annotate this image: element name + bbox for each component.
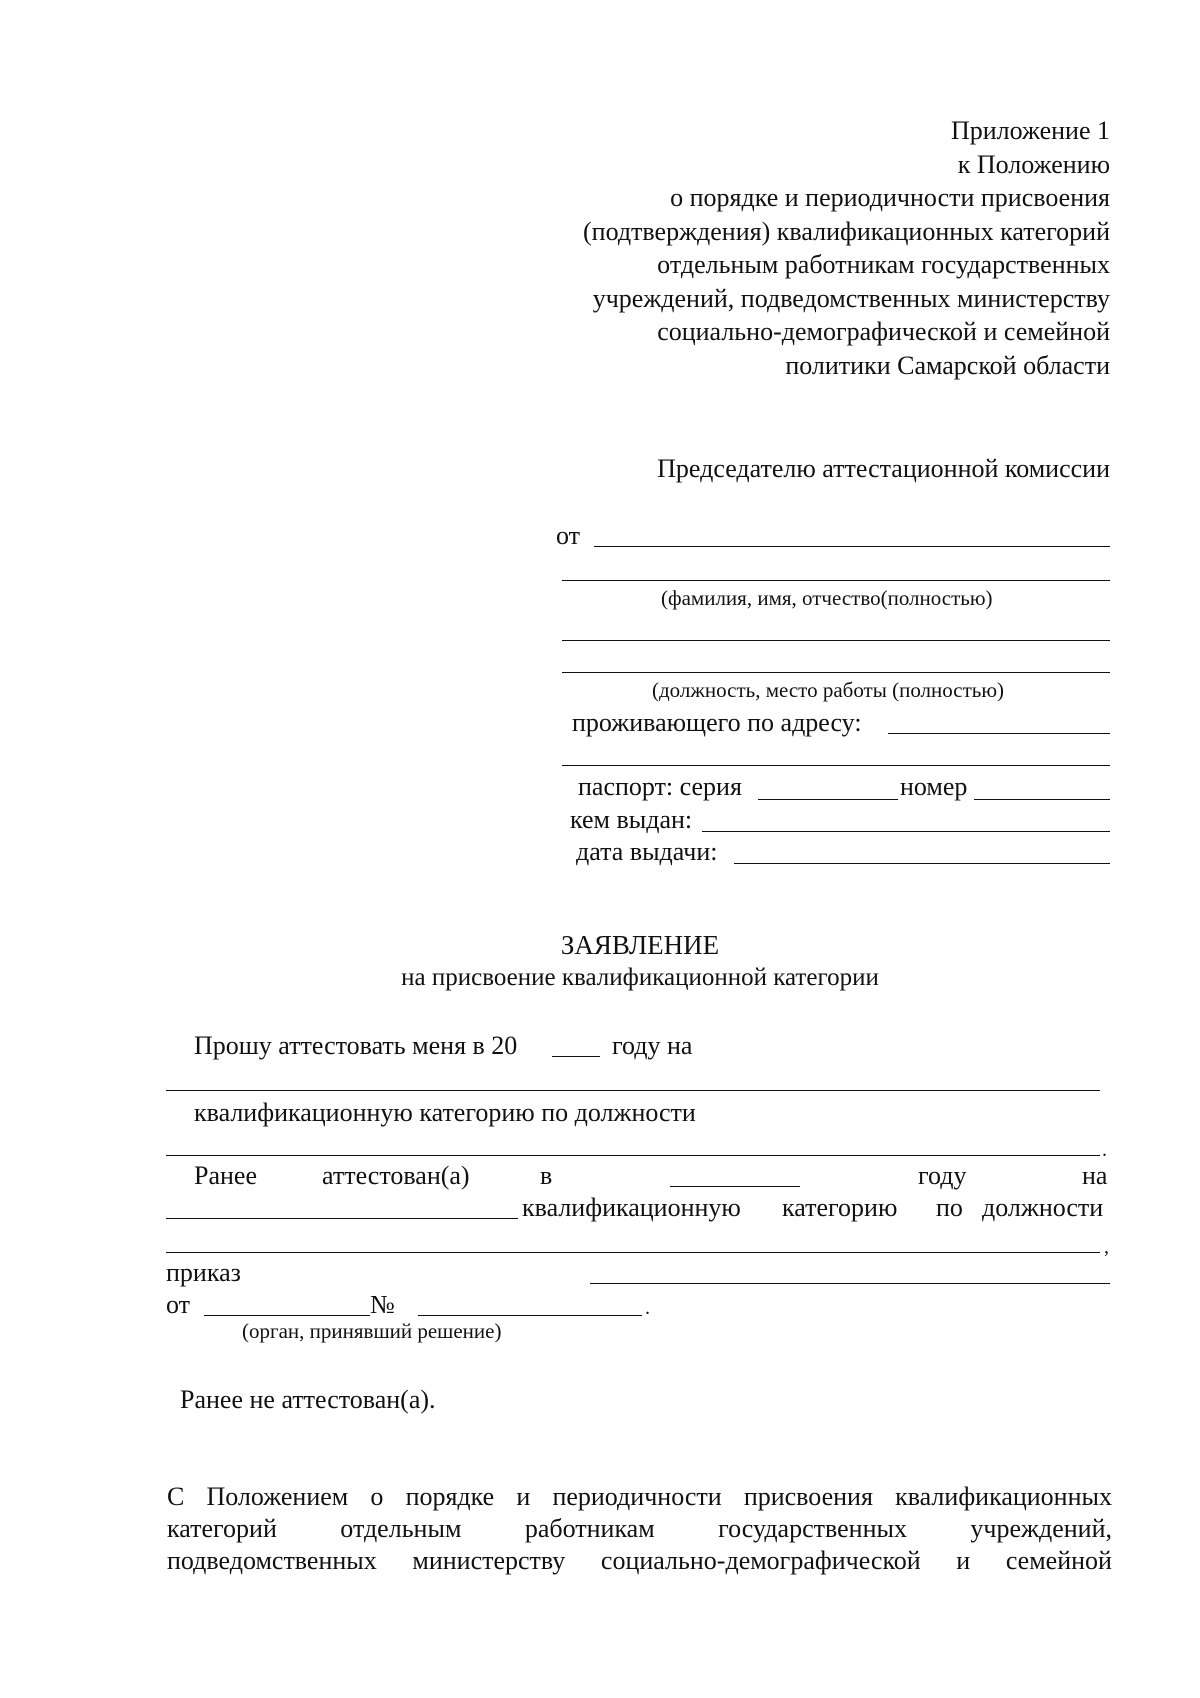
header-line: (подтверждения) квалификационных категорий xyxy=(583,216,1110,246)
position-field-line-1[interactable] xyxy=(562,640,1110,641)
issue-date-field[interactable] xyxy=(734,863,1110,864)
category-word-1: квалификационную xyxy=(522,1193,741,1222)
request-line-start: Прошу аттестовать меня в 20 xyxy=(194,1031,518,1060)
earlier-word-4: году xyxy=(918,1161,967,1190)
word: присвоения xyxy=(743,1482,873,1511)
fio-field-line-1[interactable] xyxy=(594,546,1110,547)
number-sign: № xyxy=(370,1290,395,1319)
earlier-position-field[interactable] xyxy=(166,1252,1100,1253)
category-word-4: должности xyxy=(982,1193,1104,1222)
organ-caption: (орган, принявший решение) xyxy=(242,1319,502,1343)
earlier-word-1: Ранее xyxy=(194,1161,257,1190)
address-field-line-2[interactable] xyxy=(562,765,1110,766)
order-date-field[interactable] xyxy=(204,1315,370,1316)
word: квалификационных xyxy=(895,1482,1112,1511)
position-field-line[interactable] xyxy=(166,1155,1100,1156)
request-line-end: году на xyxy=(612,1031,693,1060)
address-field-line-1[interactable] xyxy=(888,733,1110,734)
fio-field-line-2[interactable] xyxy=(562,580,1110,581)
word: министерству xyxy=(412,1546,566,1575)
regulation-line-3 xyxy=(167,1545,1112,1577)
category-word-3: по xyxy=(936,1193,963,1222)
word: работникам xyxy=(524,1514,655,1543)
word: отдельным xyxy=(340,1514,462,1543)
word: социально-демографической xyxy=(600,1546,921,1575)
comma-mark: , xyxy=(1104,1236,1109,1258)
word: подведомственных xyxy=(167,1546,377,1575)
issued-by-label: кем выдан: xyxy=(570,805,693,834)
issue-date-label: дата выдачи: xyxy=(576,837,718,866)
word: С xyxy=(167,1482,185,1511)
header-line: о порядке и периодичности присвоения xyxy=(670,183,1110,212)
position-field-line-2[interactable] xyxy=(562,672,1110,673)
header-line: Приложение 1 xyxy=(950,116,1110,145)
not-attested-text: Ранее не аттестован(а). xyxy=(180,1385,436,1414)
addressee-to: Председателю аттестационной комиссии xyxy=(657,454,1110,483)
word: государственных xyxy=(718,1514,907,1543)
year-field[interactable] xyxy=(552,1056,600,1057)
organ-field[interactable] xyxy=(590,1283,1110,1284)
statement-subtitle: на присвоение квалификационной категории xyxy=(401,964,879,991)
header-line: социально-демографической и семейной xyxy=(657,317,1110,346)
word: категорий xyxy=(167,1514,277,1543)
passport-series-field[interactable] xyxy=(758,799,898,800)
word: и xyxy=(516,1482,531,1511)
period-mark-2: . xyxy=(645,1297,650,1319)
earlier-year-field[interactable] xyxy=(670,1186,800,1187)
address-label: проживающего по адресу: xyxy=(572,708,862,737)
order-label: приказ xyxy=(166,1258,241,1287)
position-caption: (должность, место работы (полностью) xyxy=(652,678,1005,702)
category-field-line[interactable] xyxy=(166,1090,1100,1091)
from-label: от xyxy=(556,521,581,550)
appendix-header xyxy=(583,114,1110,382)
statement-title: ЗАЯВЛЕНИЕ xyxy=(560,930,720,960)
period-mark: . xyxy=(1102,1139,1107,1161)
header-line: отдельным работникам государственных xyxy=(657,250,1110,279)
header-line: к Положению xyxy=(957,149,1110,179)
earlier-word-3: в xyxy=(540,1161,553,1190)
header-line: учреждений, подведомственных министерству xyxy=(592,283,1110,313)
passport-series-label: паспорт: серия xyxy=(578,772,742,801)
word: Положением xyxy=(206,1482,349,1511)
word: семейной xyxy=(1005,1546,1112,1575)
order-from-label: от xyxy=(166,1290,191,1319)
order-number-field[interactable] xyxy=(418,1315,642,1316)
earlier-word-5: на xyxy=(1082,1161,1108,1190)
fio-caption: (фамилия, имя, отчество(полностью) xyxy=(661,586,993,610)
word: порядке xyxy=(405,1482,495,1511)
passport-number-field[interactable] xyxy=(974,799,1110,800)
request-line-2: квалификационную категорию по должности xyxy=(194,1098,696,1127)
word: о xyxy=(370,1482,384,1511)
regulation-line-1 xyxy=(167,1481,1112,1513)
earlier-word-2: аттестован(а) xyxy=(322,1161,470,1190)
regulation-line-2 xyxy=(167,1513,1112,1545)
earlier-category-field[interactable] xyxy=(166,1218,518,1219)
header-line: политики Самарской области xyxy=(785,350,1110,380)
word: учреждений, xyxy=(970,1514,1112,1543)
passport-number-label: номер xyxy=(900,772,968,801)
issued-by-field[interactable] xyxy=(702,831,1110,832)
category-word-2: категорию xyxy=(782,1193,898,1222)
word: и xyxy=(956,1546,971,1575)
word: периодичности xyxy=(552,1482,722,1511)
